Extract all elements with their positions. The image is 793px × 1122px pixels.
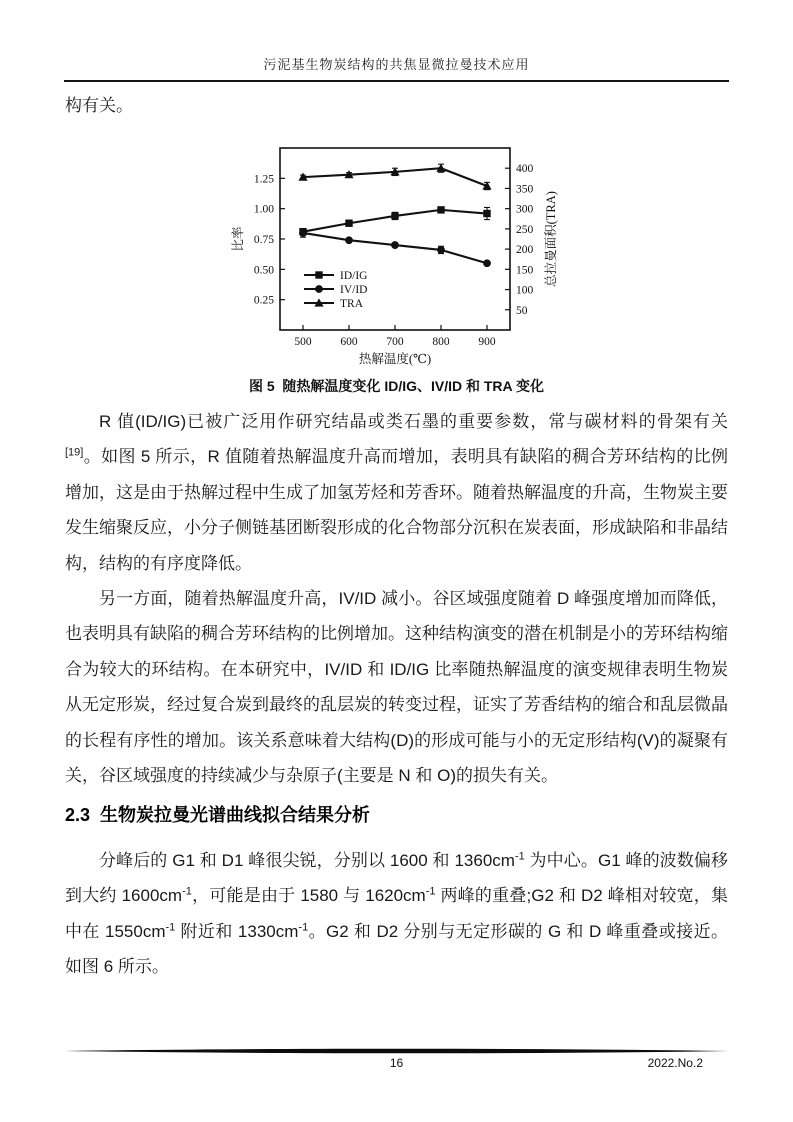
figure5-caption: 图 5 随热解温度变化 ID/IG、IV/ID 和 TRA 变化 (248, 378, 545, 394)
svg-text:0.25: 0.25 (253, 294, 274, 307)
svg-text:0.50: 0.50 (253, 264, 274, 277)
svg-text:1.25: 1.25 (253, 173, 274, 186)
paragraph-group-top (65, 404, 728, 793)
footer-rule (64, 1048, 729, 1054)
svg-text:0.75: 0.75 (253, 234, 274, 246)
superscript: [19] (65, 446, 84, 459)
text-run: ，可能是由于 1580 与 1620cm (191, 886, 426, 906)
svg-text:1.00: 1.00 (253, 203, 274, 216)
paragraph (65, 843, 728, 985)
leading-paragraph: 构有关。 (65, 96, 133, 115)
svg-text:300: 300 (516, 203, 534, 216)
svg-text:800: 800 (432, 336, 450, 348)
text-run: 附近和 1330cm (175, 921, 299, 941)
svg-text:ID/IG: ID/IG (340, 270, 368, 282)
superscript: -1 (425, 885, 436, 898)
header-rule (64, 80, 729, 82)
svg-text:IV/ID: IV/ID (340, 284, 368, 296)
text-run: 。如图 5 所示，R 值随着热解温度升高而增加，表明具有缺陷的稠合芳环结构的比例增加，这是由于热解过程中生成了加氢芳烃和芳香环。随着热解温度的升高，生物炭主要发生缩聚反应，小分子侧链基团断裂形成的化合物部分沉积在炭表面，形成缺陷和非晶结构，结构的有序度降低。 (65, 447, 728, 573)
issue-label: 2022.No.2 (647, 1056, 703, 1070)
page-number: 16 (389, 1056, 404, 1070)
paragraph-group-bottom (65, 843, 728, 985)
svg-text:热解温度(℃): 热解温度(℃) (358, 352, 432, 366)
text-run: 为中心。G1 峰的波数偏移到大约 1600cm (65, 850, 728, 906)
superscript: -1 (514, 850, 525, 863)
paragraph (65, 581, 728, 793)
paragraph (65, 404, 728, 581)
svg-text:比率: 比率 (231, 226, 245, 252)
svg-text:900: 900 (478, 336, 496, 348)
superscript: -1 (182, 885, 192, 898)
figure5-line-chart (228, 140, 568, 372)
svg-text:700: 700 (386, 336, 404, 348)
svg-text:总拉曼面积(TRA): 总拉曼面积(TRA) (544, 191, 558, 287)
svg-text:350: 350 (516, 183, 534, 196)
body-text (65, 404, 728, 985)
section-heading: 2.3 生物炭拉曼光谱曲线拟合结果分析 (65, 805, 371, 826)
svg-text:150: 150 (516, 264, 534, 277)
svg-text:400: 400 (516, 163, 534, 176)
superscript: -1 (298, 921, 309, 934)
svg-text:TRA: TRA (340, 298, 363, 310)
svg-text:600: 600 (340, 336, 358, 348)
svg-text:100: 100 (516, 284, 534, 297)
text-run: R 值(ID/IG)已被广泛用作研究结晶或类石墨的重要参数，常与碳材料的骨架有关 (99, 412, 728, 431)
text-run: 两峰的重叠;G2 和 D2 峰相对较宽，集中在 1550cm (65, 886, 729, 941)
svg-text:500: 500 (294, 336, 312, 348)
text-run: 另一方面，随着热解温度升高，IV/ID 减小。谷区域强度随着 D 峰强度增加而降低，也表明具有缺陷的稠合芳环结构的比例增加。这种结构演变的潜在机制是小的芳环结构缩合为较大的环结构。在本研究中，IV/ID 和 ID/IG 比率随热解温度的演变规律表明生物炭从无定形炭，经过复合炭到最终的乱层炭的转变过程，证实了芳香结构的缩合和乱层微晶的长程有序性的增加。该关系意味着大结构(D)的形成可能与小的无定形结构(V)的凝聚有关，谷区域强度的持续减少与杂原子(主要是 N 和 O)的损失有关。 (65, 589, 728, 786)
running-head-title: 污泥基生物炭结构的共焦显微拉曼技术应用 (263, 57, 530, 72)
text-run: 。G2 和 D2 分别与无定形碳的 G 和 D 峰重叠或接近。如图 6 所示。 (65, 921, 729, 977)
text-run: 分峰后的 G1 和 D1 峰很尖锐，分别以 1600 和 1360cm (99, 850, 515, 870)
superscript: -1 (165, 921, 176, 934)
figure5 (228, 140, 568, 372)
svg-text:200: 200 (516, 244, 534, 257)
svg-text:50: 50 (516, 304, 528, 317)
svg-text:250: 250 (516, 223, 534, 236)
